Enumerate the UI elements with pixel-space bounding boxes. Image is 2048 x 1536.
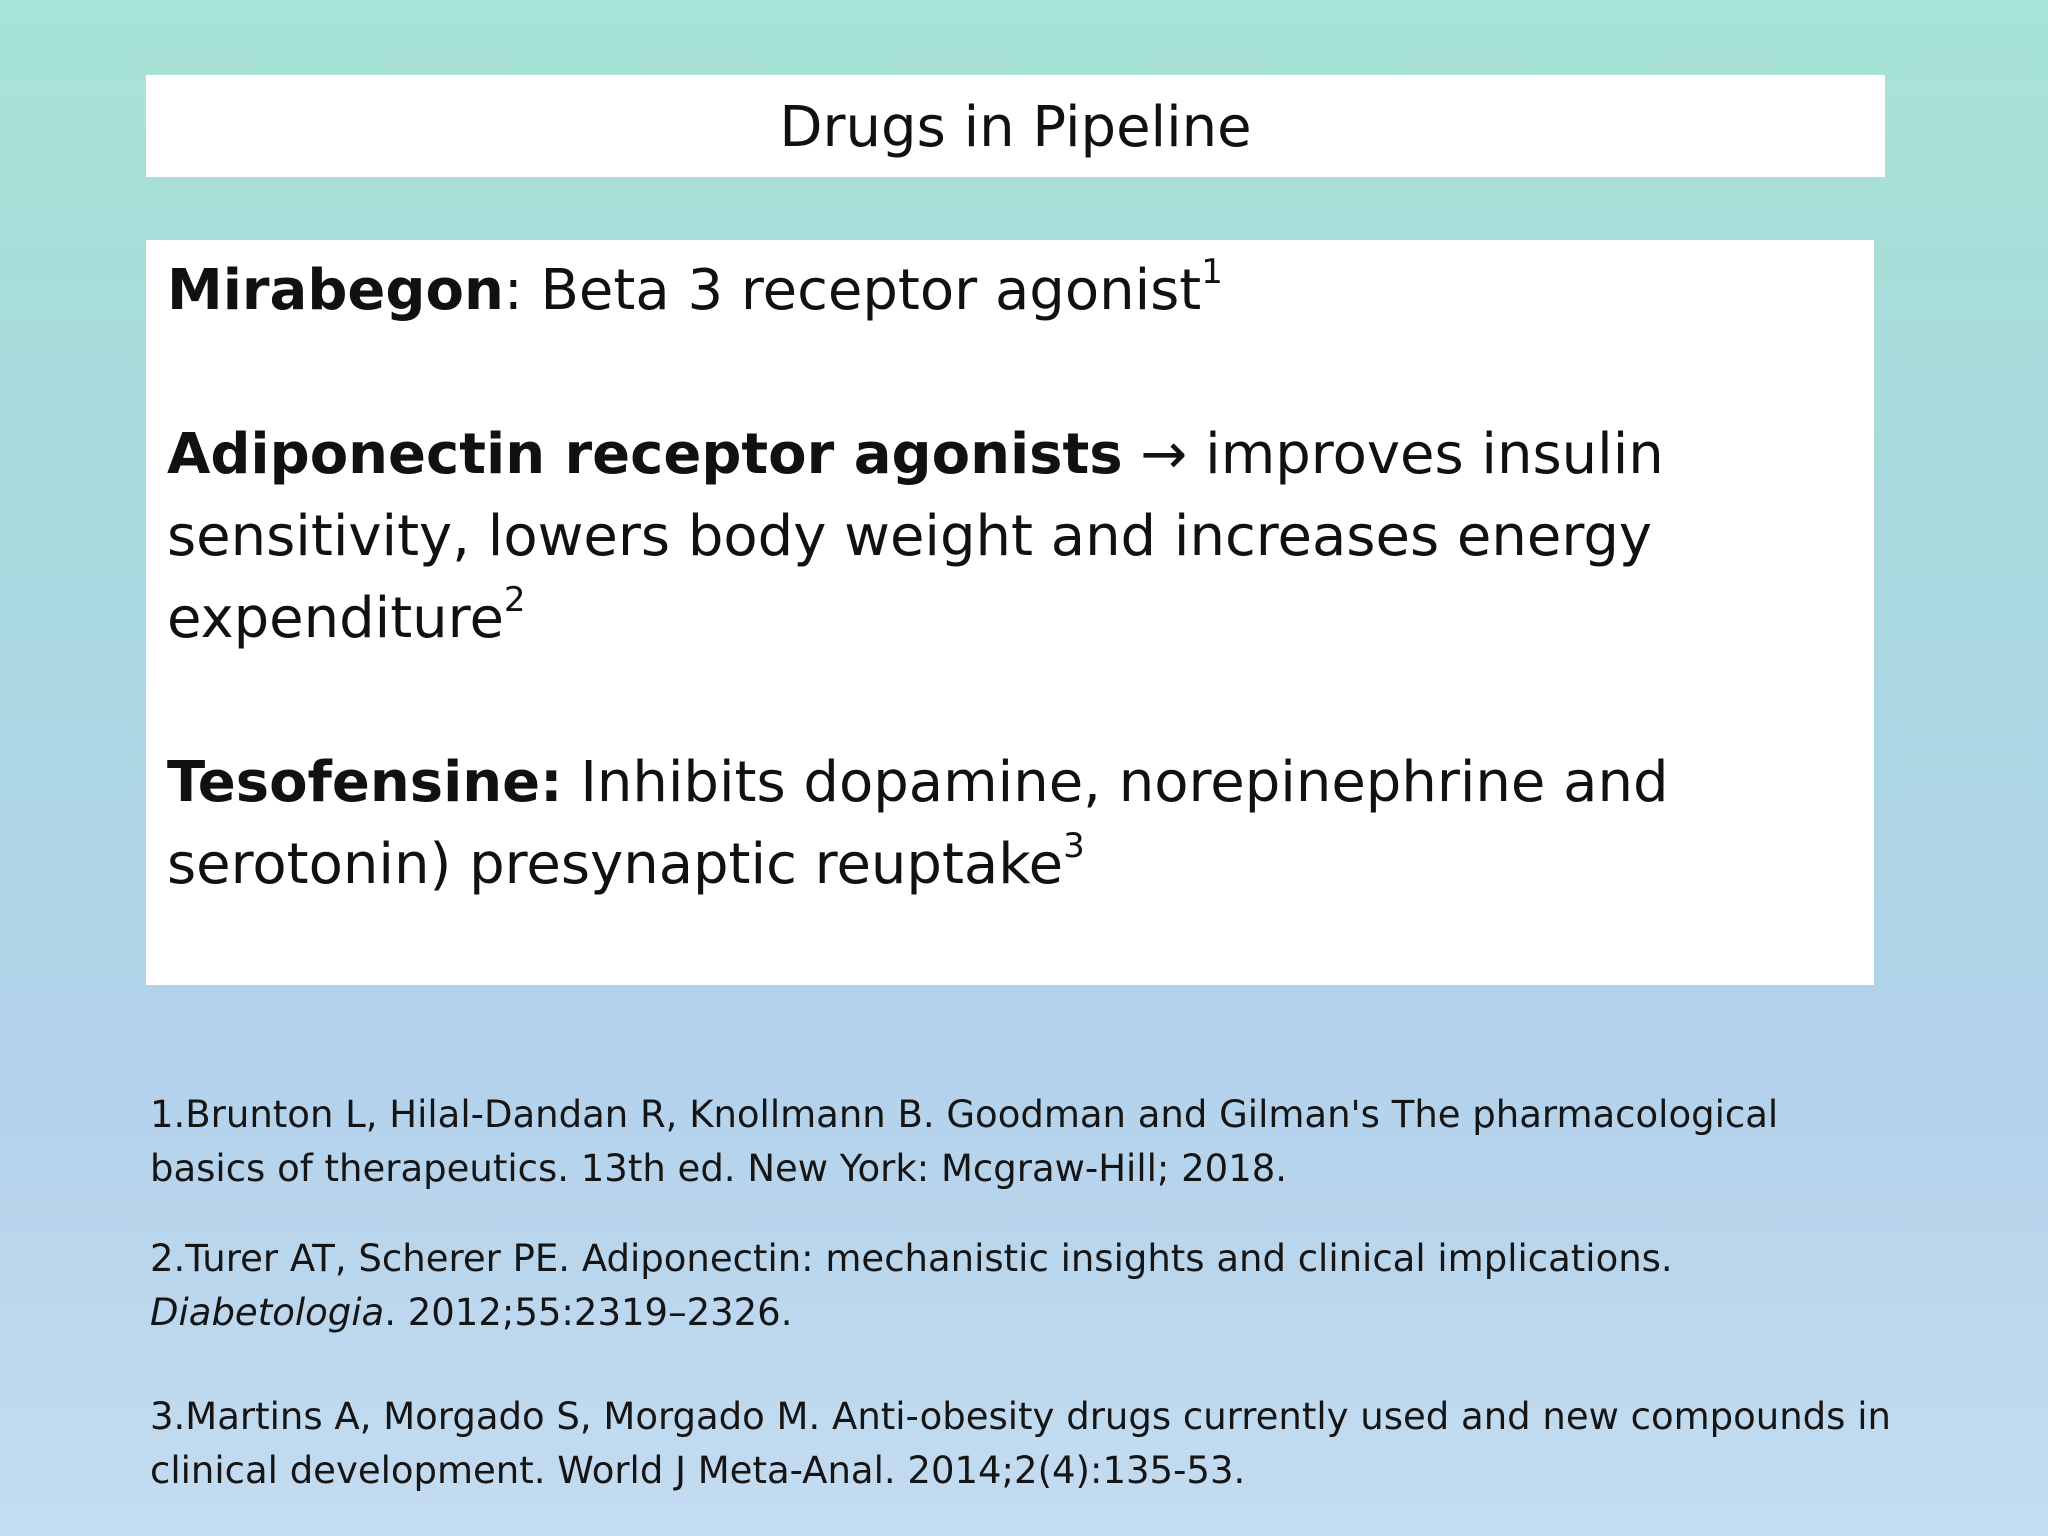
drug-item-tesofensine [167,742,1854,906]
references [150,1088,1900,1498]
drug-item-mirabegon [167,250,1854,332]
citation-marker: 2 [503,580,526,621]
content-box [146,240,1874,985]
drug-name: Mirabegon [167,258,504,323]
reference-3: 3.Martins A, Morgado S, Morgado M. Anti-obesity drugs currently used and new compounds in clinical development. World J Meta-Anal. 2014;2(4):135-53. [150,1395,1891,1492]
drug-description: improves insulin sensitivity, lowers body weight and increases energy expenditure [167,422,1664,651]
arrow-icon: → [1122,422,1206,487]
drug-name: Adiponectin receptor agonists [167,422,1123,487]
spacer [167,660,1854,742]
drug-name: Tesofensine: [167,750,563,815]
drug-description: Beta 3 receptor agonist [540,258,1202,323]
citation-marker: 3 [1063,826,1085,867]
reference-authors: 2.Turer AT, Scherer PE. Adiponectin: mechanistic insights and clinical implications. [150,1237,1673,1280]
reference-2 [150,1232,1900,1340]
slide-title-box [146,75,1885,177]
slide-title: Drugs in Pipeline [779,94,1252,160]
drug-separator: : [503,258,541,323]
reference-citation: . 2012;55:2319–2326. [384,1291,793,1334]
reference-1: 1.Brunton L, Hilal-Dandan R, Knollmann B. Goodman and Gilman's The pharmacological basics of therapeutics. 13th ed. New York: Mcgraw-Hill; 2018. [150,1093,1779,1190]
drug-item-adiponectin [167,414,1854,660]
spacer [167,332,1854,414]
reference-journal: Diabetologia [150,1291,385,1334]
drug-description: Inhibits dopamine, norepinephrine and serotonin) presynaptic reuptake [167,750,1669,897]
citation-marker: 1 [1201,252,1223,293]
